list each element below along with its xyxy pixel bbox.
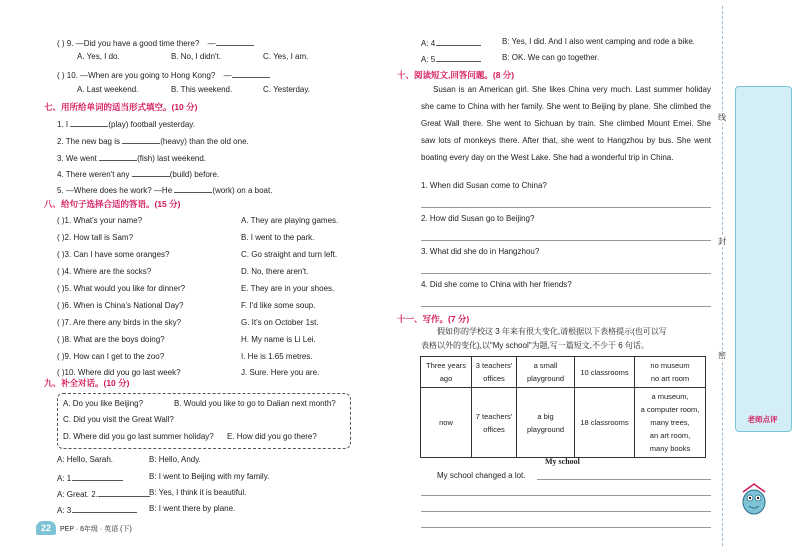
blank[interactable]: [232, 69, 270, 78]
question-text: 10. —When are you going to Hong Kong?: [66, 71, 216, 80]
table-cell: 18 classrooms: [575, 388, 635, 458]
binding-line: [722, 6, 723, 546]
option-b: B. This weekend.: [171, 85, 233, 94]
table-cell: now: [421, 388, 472, 458]
writing-line[interactable]: [421, 511, 711, 512]
blank[interactable]: [174, 184, 212, 193]
answer-paren[interactable]: ( ): [57, 39, 65, 48]
answer-line[interactable]: [421, 306, 711, 307]
blank[interactable]: [73, 504, 137, 513]
table-cell: a small playground: [517, 357, 575, 388]
blank[interactable]: [73, 472, 123, 481]
fill-item: 5. —Where does he work? —He (work) on a boat.: [57, 186, 273, 195]
blank[interactable]: [99, 152, 137, 161]
teacher-comment-box[interactable]: [735, 86, 792, 432]
section-10-title: 十、阅读短文,回答问题。(8 分): [397, 70, 515, 80]
writing-line[interactable]: [421, 527, 711, 528]
blank[interactable]: [437, 53, 481, 62]
match-answer: F. I'd like some soup.: [241, 301, 316, 310]
fill-item: 2. The new bag is (heavy) than the old one.: [57, 137, 249, 146]
dialog-a: A: 3.: [57, 504, 137, 515]
blank[interactable]: [70, 118, 108, 127]
reading-question: 4. Did she come to China with her friends?: [421, 280, 572, 289]
dialog-a: A: 4.: [421, 37, 481, 48]
essay-title: My school: [545, 457, 580, 466]
writing-table: [420, 356, 706, 458]
page-number: 22: [36, 521, 56, 535]
match-question[interactable]: ( )6. When is China's National Day?: [57, 301, 184, 310]
fill-item: 4. There weren't any (build) before.: [57, 170, 220, 179]
option-c: C. Did you visit the Great Wall?: [63, 415, 174, 424]
blank[interactable]: [122, 135, 160, 144]
dialog-b: B: I went there by plane.: [149, 504, 236, 513]
reading-question: 3. What did she do in Hangzhou?: [421, 247, 540, 256]
match-answer: I. He is 1.65 metres.: [241, 352, 313, 361]
dialog-a: A: Great. 2.: [57, 488, 150, 499]
blank[interactable]: [216, 37, 254, 46]
writing-prompt: 假如你的学校这 3 年来有很大变化,请根据以下表格提示(也可以写: [437, 327, 667, 336]
match-question[interactable]: ( )8. What are the boys doing?: [57, 335, 165, 344]
match-question[interactable]: ( )5. What would you like for dinner?: [57, 284, 186, 293]
answer-line[interactable]: [421, 207, 711, 208]
section-8-title: 八、给句子选择合适的答语。(15 分): [44, 199, 181, 209]
answer-line[interactable]: [421, 240, 711, 241]
binding-char: 封: [718, 237, 726, 246]
binding-char: 密: [718, 351, 726, 360]
writing-line[interactable]: [537, 479, 711, 480]
match-question[interactable]: ( )1. What's your name?: [57, 216, 143, 225]
reading-question: 1. When did Susan come to China?: [421, 181, 547, 190]
table-cell: a big playground: [517, 388, 575, 458]
dialog-b: B: OK. We can go together.: [502, 53, 600, 62]
writing-prompt: 表格以外的变化),以"My school"为题,写一篇短文,不少于 6 句话。: [421, 341, 649, 350]
match-answer: H. My name is Li Lei.: [241, 335, 316, 344]
match-answer: A. They are playing games.: [241, 216, 339, 225]
option-c: C. Yesterday.: [263, 85, 310, 94]
match-answer: G. It's on October 1st.: [241, 318, 319, 327]
match-question[interactable]: ( )4. Where are the socks?: [57, 267, 152, 276]
dialog-b: B: Hello, Andy.: [149, 455, 201, 464]
option-c: C. Yes, I am.: [263, 52, 309, 61]
match-answer: D. No, there aren't.: [241, 267, 309, 276]
writing-line[interactable]: [421, 495, 711, 496]
dialog-a: A: 1.: [57, 472, 123, 483]
option-e: E. How did you go there?: [227, 432, 317, 441]
match-answer: E. They are in your shoes.: [241, 284, 335, 293]
option-a: A. Last weekend.: [77, 85, 139, 94]
section-11-title: 十一、写作。(7 分): [397, 314, 470, 324]
section-9-title: 九、补全对话。(10 分): [44, 378, 130, 388]
blank[interactable]: [437, 37, 481, 46]
teacher-comment-label: 老师点评: [747, 415, 778, 424]
match-question[interactable]: ( )10. Where did you go last week?: [57, 368, 181, 377]
reading-passage: Susan is an American girl. She likes China very much. Last summer holiday she came to China with her family. She went to Beijing by plane. She climbed the Great Wall there. She went to Sichuan by train. She climbed Mount Emei. She saw lots of monkeys there. After that, she went to Hangzhou by bus. She went boating every day on the West Lake. She had a wonderful trip in China.: [421, 85, 711, 162]
match-question[interactable]: ( )7. Are there any birds in the sky?: [57, 318, 182, 327]
match-answer: J. Sure. Here you are.: [241, 368, 320, 377]
match-question[interactable]: ( )2. How tall is Sam?: [57, 233, 134, 242]
fill-item: 3. We went (fish) last weekend.: [57, 154, 207, 163]
dialog-b: B: Yes, I did. And I also went camping and rode a bike.: [502, 37, 696, 46]
mascot-icon: [737, 482, 771, 518]
option-a: A. Do you like Beijing?: [63, 399, 144, 408]
dialog-b: B: I went to Beijing with my family.: [149, 472, 270, 481]
reading-question: 2. How did Susan go to Beijing?: [421, 214, 535, 223]
section-7-title: 七、用所给单词的适当形式填空。(10 分): [44, 102, 198, 112]
mc-q10: ( ) 10. —When are you going to Hong Kong? —: [57, 69, 270, 80]
option-a: A. Yes, I do.: [77, 52, 120, 61]
essay-start: My school changed a lot.: [437, 471, 526, 480]
option-d: D. Where did you go last summer holiday?: [63, 432, 214, 441]
fill-item: 1. I (play) football yesterday.: [57, 120, 195, 129]
dialog-a: A: 5.: [421, 53, 481, 64]
answer-paren[interactable]: ( ): [57, 71, 65, 80]
dialog-b: B: Yes, I think it is beautiful.: [149, 488, 247, 497]
option-b: B. Would you like to go to Dalian next month?: [174, 399, 336, 408]
blank[interactable]: [132, 168, 170, 177]
mc-q9: ( ) 9. —Did you have a good time there? —: [57, 37, 254, 48]
match-question[interactable]: ( )9. How can I get to the zoo?: [57, 352, 165, 361]
binding-char: 线: [718, 113, 726, 122]
footer-text: PEP · 6年级 · 英语 (下): [60, 526, 132, 533]
table-cell: 3 teachers' offices: [472, 357, 517, 388]
match-question[interactable]: ( )3. Can I have some oranges?: [57, 250, 170, 259]
table-cell: a museum, a computer room, many trees, an art room, many books: [635, 388, 706, 458]
match-answer: C. Go straight and turn left.: [241, 250, 338, 259]
table-cell: 7 teachers' offices: [472, 388, 517, 458]
table-cell: Three years ago: [421, 357, 472, 388]
table-cell: no museum no art room: [635, 357, 706, 388]
match-answer: B. I went to the park.: [241, 233, 315, 242]
option-b: B. No, I didn't.: [171, 52, 221, 61]
blank[interactable]: [98, 488, 150, 497]
answer-line[interactable]: [421, 273, 711, 274]
dialog-a: A: Hello, Sarah.: [57, 455, 114, 464]
question-text: 9. —Did you have a good time there?: [66, 39, 200, 48]
table-cell: 10 classrooms: [575, 357, 635, 388]
